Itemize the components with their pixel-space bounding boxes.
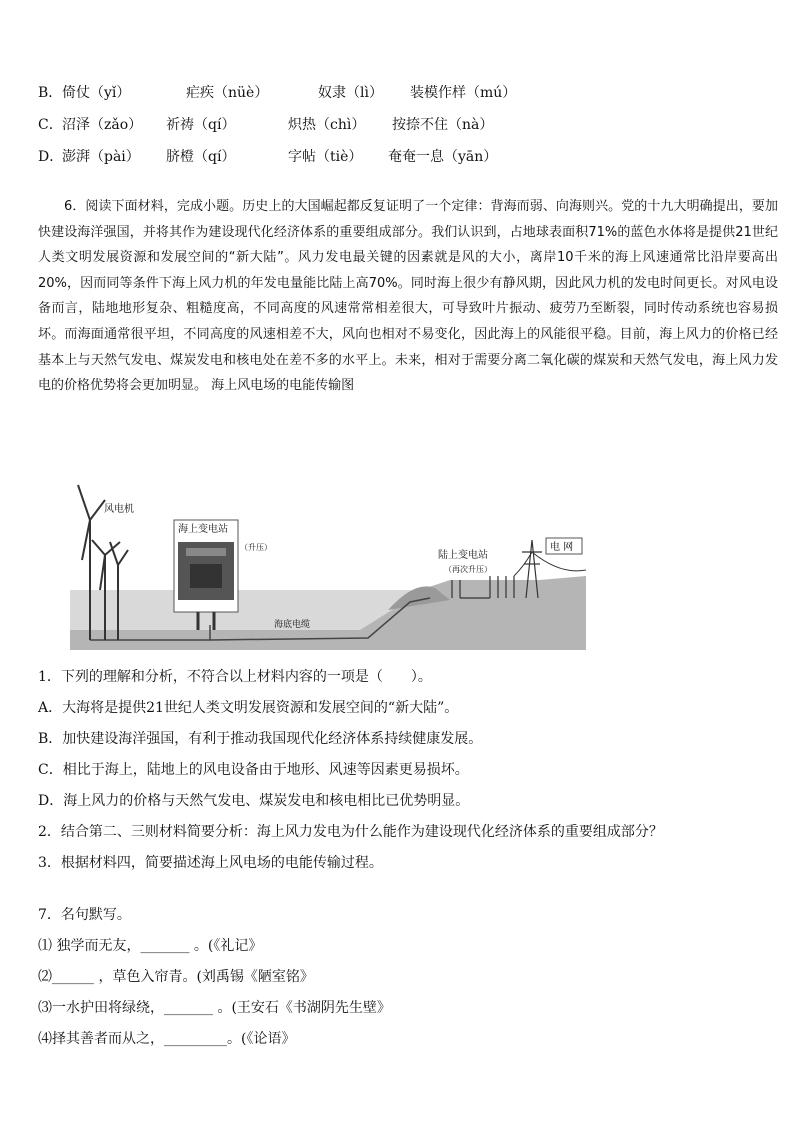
offshore-station-label: 海上变电站 bbox=[178, 524, 228, 535]
land-station-label: 陆上变电站 bbox=[438, 550, 488, 561]
option-item: 疟疾（nüè） bbox=[186, 85, 269, 101]
recitation-item: ⑶一水护田将绿绕，_______ 。(王安石《书湖阴先生壁》 bbox=[38, 1000, 391, 1016]
option-item: 沼泽（zǎo） bbox=[62, 117, 143, 133]
step-up-label: （升压） bbox=[240, 543, 272, 552]
question-1: 1．下列的理解和分析，不符合以上材料内容的一项是（ ）。 bbox=[38, 669, 432, 685]
option-a: A．大海将是提供21世纪人类文明发展资源和发展空间的“新大陆”。 bbox=[38, 700, 459, 716]
option-row-d bbox=[38, 146, 778, 166]
option-b: B．加快建设海洋强国，有利于推动我国现代化经济体系持续健康发展。 bbox=[38, 731, 483, 747]
question-2: 2．结合第二、三则材料简要分析：海上风力发电为什么能作为建设现代化经济体系的重要组成部分？ bbox=[38, 824, 663, 840]
option-item: 脐橙（qí） bbox=[166, 149, 236, 165]
option-letter: B． bbox=[38, 85, 63, 101]
wind-turbine-label: 风电机 bbox=[104, 504, 134, 515]
option-item: 炽热（chì） bbox=[288, 117, 366, 133]
transmission-figure bbox=[70, 480, 586, 650]
transmission-diagram bbox=[70, 480, 586, 650]
option-item: 按捺不住（nà） bbox=[392, 117, 494, 133]
recitation-item: ⑷择其善者而从之，_________。(《论语》 bbox=[38, 1031, 296, 1047]
option-letter: C． bbox=[38, 117, 63, 133]
power-line bbox=[514, 552, 586, 576]
reading-passage: 6．阅读下面材料，完成小题。历史上的大国崛起都反复证明了一个定律：背海而弱、向海则兴。党的十九大明确提出，要加快建设海洋强国，并将其作为建设现代化经济体系的重要组成部分。我们认识到，占地球表面积71%的蓝色水体将是提供21世纪人类文明发展资源和发展空间的“新大陆”。风力发电最关键的因素就是风的大小，离岸10千米的海上风速通常比沿岸要高出20%，因而同等条件下海上风力机的年发电量能比陆上高70%。同时海上很少有静风期，因此风力机的发电时间更长。对风电设备而言，陆地地形复杂、粗糙度高，不同高度的风速常常相差很大，可导致叶片振动、疲劳乃至断裂，同时传动系统也容易损坏。而海面通常很平坦，不同高度的风速相差不大，风向也相对不易变化，因此海上的风能很平稳。目前，海上风力的价格已经基本上与天然气发电、煤炭发电和核电处在差不多的水平上。未来，相对于需要分离二氧化碳的煤炭和天然气发电，海上风力发电的价格优势将会更加明显。 海上风电场的电能传输图 bbox=[38, 199, 778, 394]
option-item: 祈祷（qí） bbox=[166, 117, 236, 133]
cable-label: 海底电缆 bbox=[274, 620, 311, 630]
option-item: 奄奄一息（yān） bbox=[388, 149, 498, 165]
recitation-item: ⑴ 独学而无友，_______ 。(《礼记》 bbox=[38, 938, 263, 954]
option-row-b bbox=[38, 82, 778, 102]
question-7-title: 7．名句默写。 bbox=[38, 907, 131, 923]
question-3: 3．根据材料四，简要描述海上风电场的电能传输过程。 bbox=[38, 855, 383, 871]
option-letter: D． bbox=[38, 149, 64, 165]
option-c: C．相比于海上，陆地上的风电设备由于地形、风速等因素更易损坏。 bbox=[38, 762, 469, 778]
step-up-again-label: （再次升压） bbox=[444, 565, 492, 574]
option-row-c bbox=[38, 114, 778, 134]
recitation-item: ⑵______ ，草色入帘青。(刘禹锡《陋室铭》 bbox=[38, 969, 314, 985]
grid-label: 电 网 bbox=[550, 542, 574, 553]
option-item: 倚仗（yǐ） bbox=[62, 85, 131, 101]
option-item: 装模作样（mú） bbox=[410, 85, 517, 101]
option-item: 奴隶（lì） bbox=[318, 85, 383, 101]
option-d: D．海上风力的价格与天然气发电、煤炭发电和核电相比已优势明显。 bbox=[38, 793, 470, 809]
option-item: 澎湃（pài） bbox=[62, 149, 140, 165]
option-item: 字帖（tiè） bbox=[288, 149, 363, 165]
